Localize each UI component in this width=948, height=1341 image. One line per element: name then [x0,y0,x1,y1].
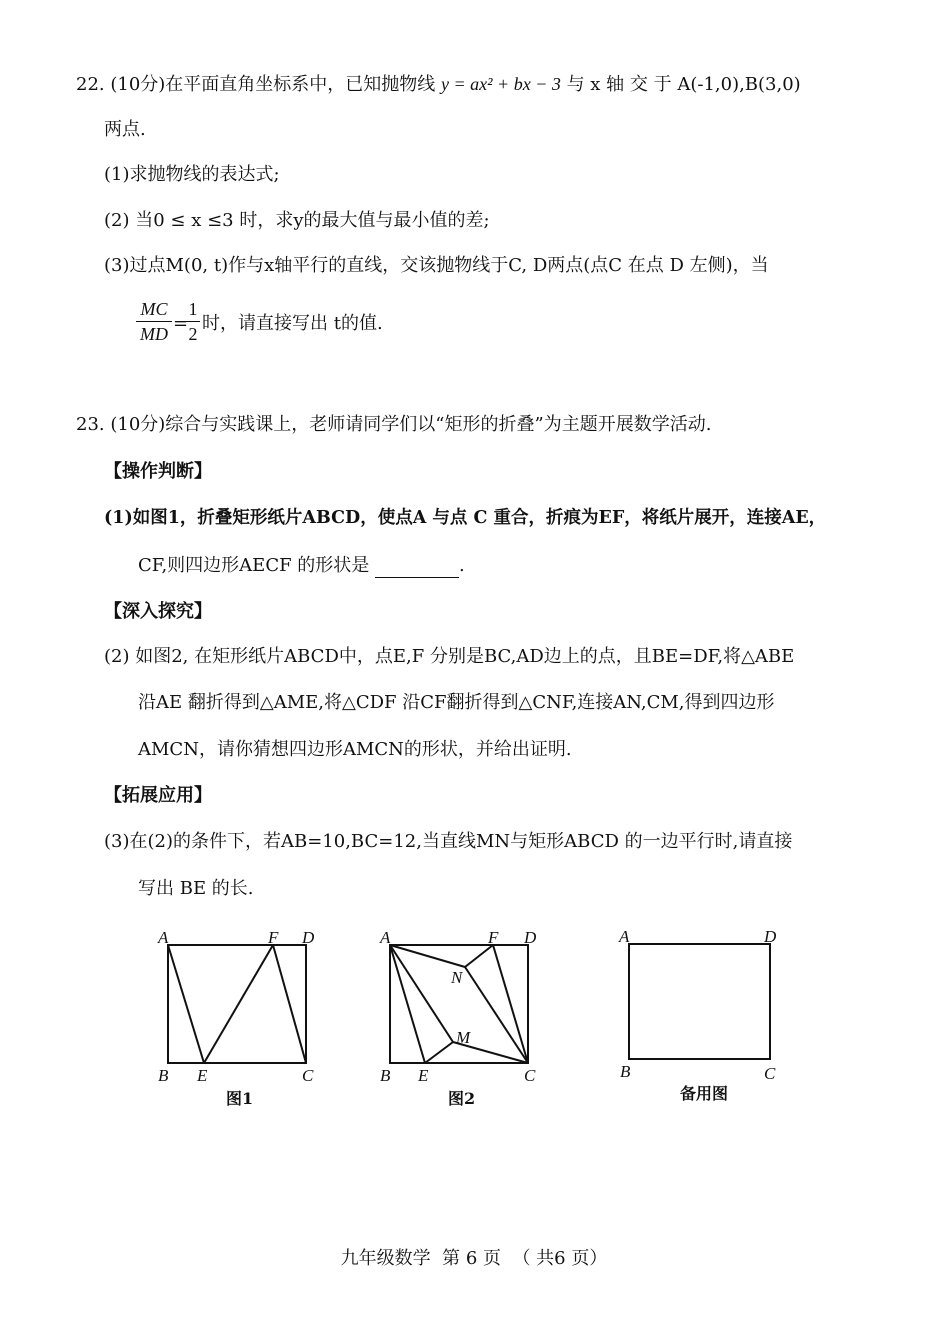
q23-line1: 23. (10分)综合与实践课上，老师请同学们以“矩形的折叠”为主题开展数学活动. [76,414,712,435]
fig1-label-d: D [302,928,315,947]
q23-part1-text: CF,则四边形AECF 的形状是 [138,555,370,576]
equals-sign: = [173,313,189,334]
q22-formula: y = ax² + bx − 3 [441,74,561,94]
fig3-label-c: C [764,1064,776,1083]
fig1-label-e: E [197,1066,208,1085]
fig2-label-m: M [456,1028,471,1047]
fig2-label-b: B [380,1066,391,1085]
fig1-caption: 图1 [226,1089,254,1108]
heading-operation: 【操作判断】 [104,461,212,482]
answer-blank[interactable] [375,559,459,578]
fraction-mc-md [136,298,172,345]
q23-part2-line3: AMCN，请你猜想四边形AMCN的形状，并给出证明. [138,739,572,760]
heading-extend: 【拓展应用】 [104,785,212,806]
q22-line1 [76,72,801,97]
q23-part3-line2: 写出 BE 的长. [138,878,254,899]
fig1-label-a: A [158,928,169,947]
fig2-label-f: F [488,928,499,947]
q22-part3: (3)过点M(0, t)作与x轴平行的直线，交该抛物线于C, D两点(点C 在点 D 左侧)，当 [104,255,769,276]
fig3-label-a: A [619,927,630,946]
fig1-label-c: C [302,1066,314,1085]
half-denominator: 2 [188,324,198,344]
page-footer: 九年级数学 第 6 页 （ 共6 页） [340,1248,608,1269]
fig3-caption: 备用图 [680,1084,729,1103]
fig3-label-d: D [764,927,777,946]
fraction-numerator: MC [140,299,168,319]
q22-line2: 两点. [104,119,146,140]
q23-part1-line1: (1)如图1，折叠矩形纸片ABCD，使点A 与点 C 重合，折痕为EF，将纸片展开，连接AE， [104,508,827,528]
q22-part3-tail: 时，请直接写出 t的值. [202,313,383,334]
half-numerator: 1 [188,299,198,319]
heading-explore: 【深入探究】 [104,601,212,622]
period: . [459,555,465,576]
q23-part3-line1: (3)在(2)的条件下，若AB=10,BC=12,当直线MN与矩形ABCD 的一边平行时,请直接 [104,831,793,852]
figure-2 [372,925,552,1090]
fig2-label-d: D [524,928,537,947]
fraction-denominator: MD [140,324,168,344]
q22-part1: (1)求抛物线的表达式; [104,164,280,185]
fig2-label-e: E [418,1066,429,1085]
q22-part2: (2) 当0 ≤ x ≤3 时，求y的最大值与最小值的差; [104,210,490,231]
q23-part1-line2 [138,554,465,578]
fig2-label-c: C [524,1066,536,1085]
fig2-caption: 图2 [448,1089,476,1108]
fig2-label-a: A [380,928,391,947]
fig2-label-n: N [451,968,463,987]
q22-stem-tail: 与 x 轴 交 于 A(-1,0),B(3,0) [566,74,801,95]
q22-stem: 22. (10分)在平面直角坐标系中，已知抛物线 [76,74,436,95]
q23-part2-line1: (2) 如图2, 在矩形纸片ABCD中，点E,F 分别是BC,AD边上的点，且BE=DF,将△ABE [104,646,795,667]
fig3-label-b: B [620,1062,631,1081]
figure-1 [150,925,330,1090]
fig1-label-f: F [268,928,279,947]
q23-part2-line2: 沿AE 翻折得到△AME,将△CDF 沿CF翻折得到△CNF,连接AN,CM,得到四边形 [138,692,775,713]
fig1-label-b: B [158,1066,169,1085]
fraction-half [186,298,200,345]
figure-backup [612,922,792,1087]
